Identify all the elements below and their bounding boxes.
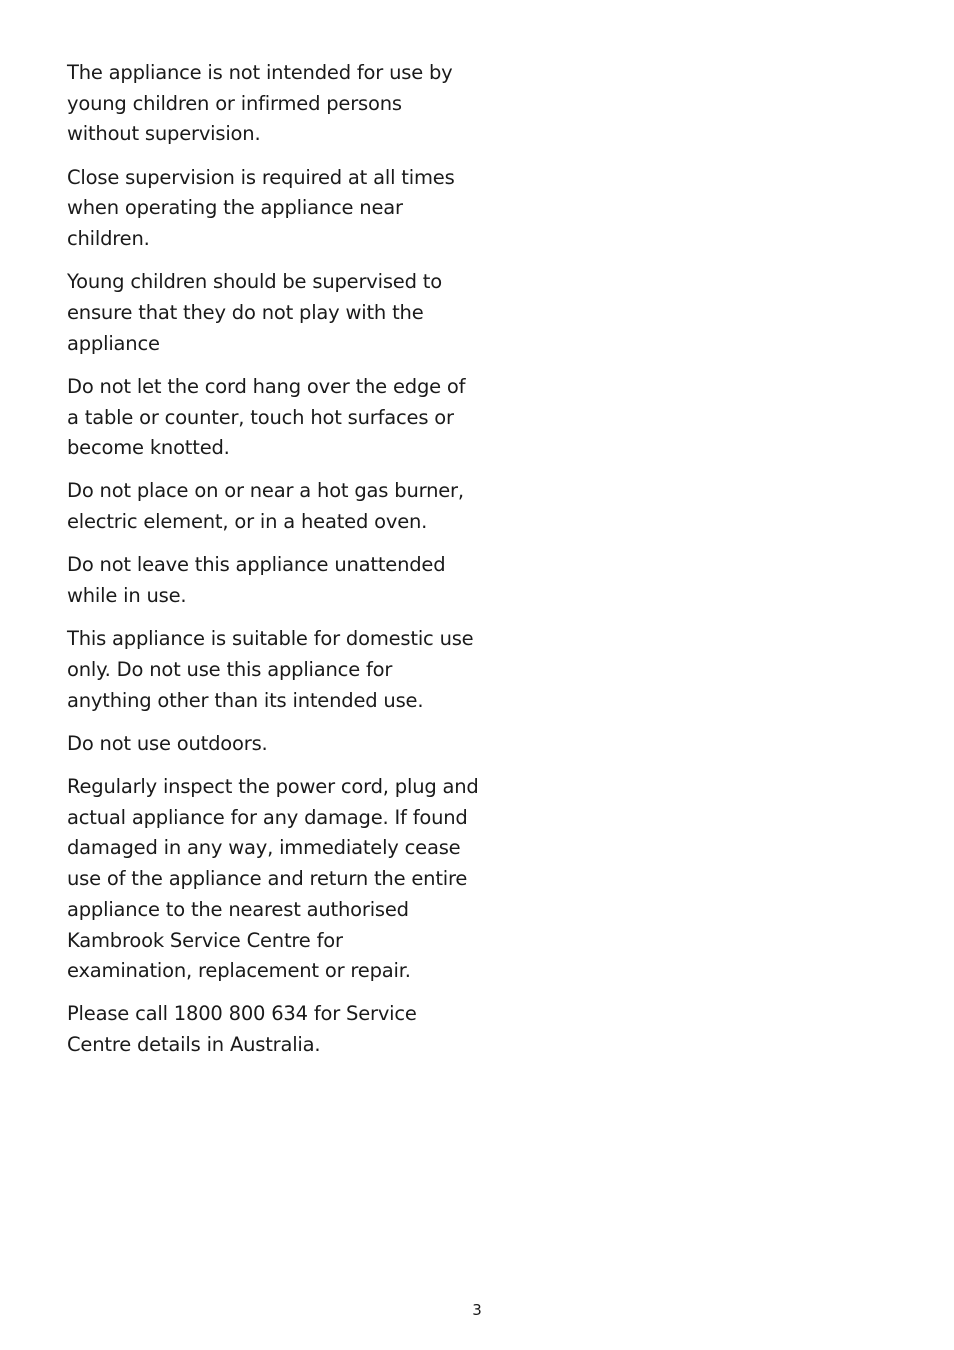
paragraph-cord-hang: Do not let the cord hang over the edge of a table or counter, touch hot surfaces or become knotted. [67, 374, 466, 460]
paragraph-children-play: Young children should be supervised to ensure that they do not play with the appliance [67, 270, 442, 355]
paragraph-close-supervision: Close supervision is required at all times when operating the appliance near children. [67, 165, 455, 251]
paragraph-service-call: Please call 1800 800 634 for Service Centre details in Australia. [67, 1002, 417, 1057]
safety-instructions-body [67, 58, 487, 1073]
page-number: 3 [472, 1301, 482, 1319]
paragraph-inspect-cord: Regularly inspect the power cord, plug and actual appliance for any damage. If found damaged in any way, immediately cease use of the appliance and return the entire appliance to the nearest authorised Kambrook Service Centre for examination, replacement or repair. [67, 775, 479, 983]
paragraph-supervision-intended: The appliance is not intended for use by young children or infirmed persons without supervision. [67, 61, 453, 146]
paragraph-domestic-use: This appliance is suitable for domestic use only. Do not use this appliance for anything other than its intended use. [67, 627, 474, 712]
paragraph-unattended: Do not leave this appliance unattended while in use. [67, 553, 446, 608]
paragraph-heat-sources: Do not place on or near a hot gas burner, electric element, or in a heated oven. [67, 479, 464, 534]
paragraph-outdoors: Do not use outdoors. [67, 731, 268, 755]
